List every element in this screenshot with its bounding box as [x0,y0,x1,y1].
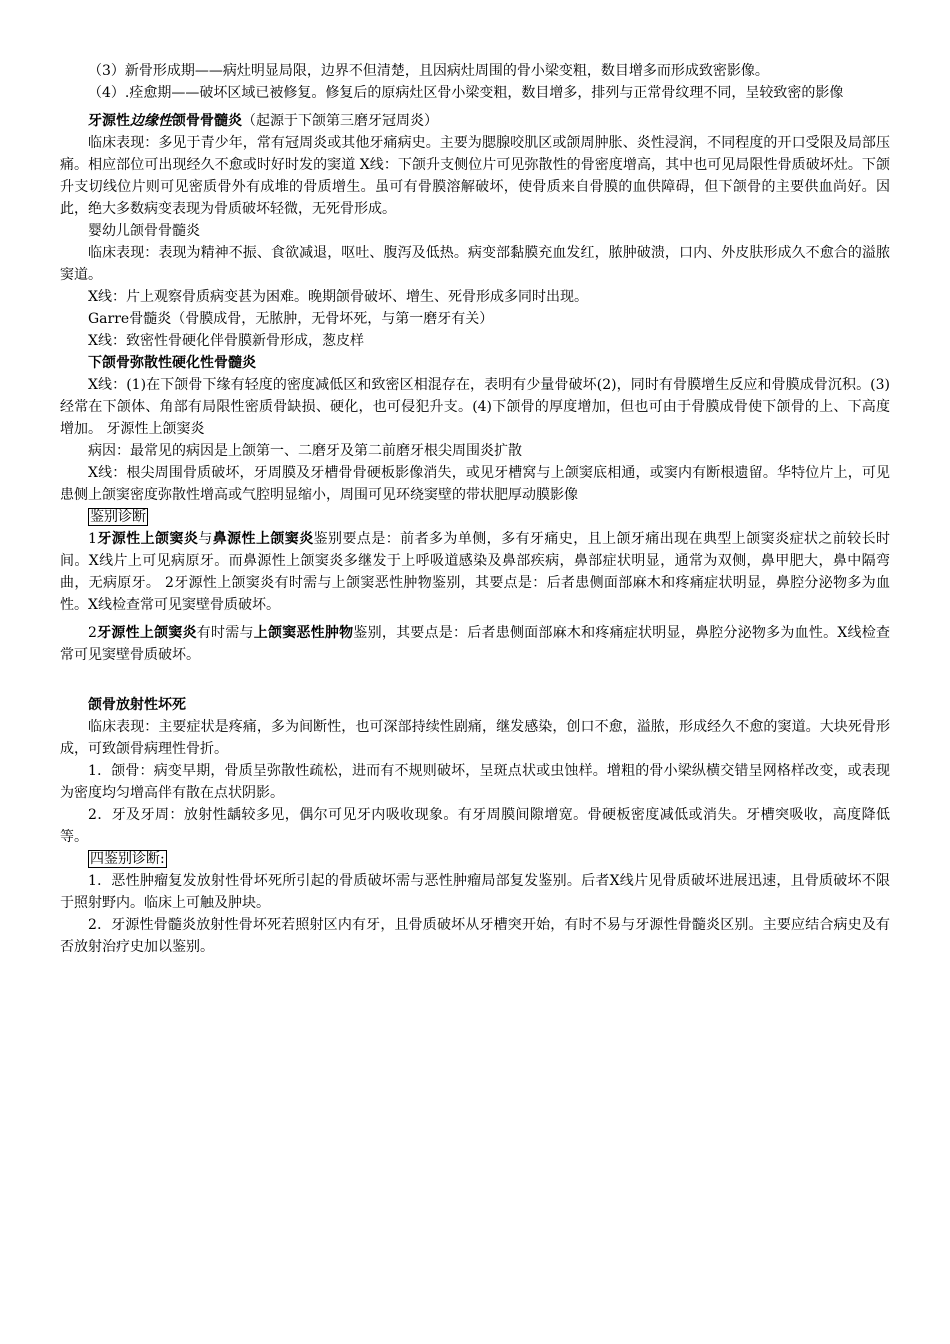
differential-item-1 [60,528,890,616]
heading-diffuse-sclerosing: 下颌骨弥散性硬化性骨髓炎 [88,355,256,371]
connector: 与 [198,531,213,547]
paragraph-new-bone-stage: （3）新骨形成期——病灶明显局限，边界不但清楚，且因病灶周围的骨小梁变粗，数目增多而形成致密影像。 [88,63,769,79]
item-number: 2 [88,625,97,641]
boxed-label: 四鉴别诊断: [90,851,165,867]
item-text: 鉴别，其要点是：后者患侧面部麻木和疼痛症状明显，鼻腔分泌物多为血性。X线检查常可见窦壁骨质破坏。 [60,625,891,663]
differential-heading-1 [60,506,890,528]
paragraph-infant-xray: X线：片上观察骨质病变甚为困难。晚期颌骨破坏、增生、死骨形成多同时出现。 [88,289,588,305]
paragraph-radio-teeth: 2．牙及牙周：放射性龋较多见，偶尔可见牙内吸收现象。有牙周膜间隙增宽。骨硬板密度减低或消失。牙槽突吸收，高度降低等。 [60,807,890,845]
heading-italic-part: 边缘性 [130,113,172,129]
paragraph-radio-clinical: 临床表现：主要症状是疼痛，多为间断性，也可深部持续性剧痛，继发感染，创口不愈，溢脓，形成经久不愈的窦道。大块死骨形成，可致颌骨病理性骨折。 [60,719,890,757]
paragraph-infant-clinical: 临床表现：表现为精神不振、食欲减退，呕吐、腹泻及低热。病变部黏膜充血发红，脓肿破溃，口内、外皮肤形成久不愈合的溢脓窦道。 [60,245,890,283]
document-page [60,60,890,958]
item-number: 1 [88,531,97,547]
differential-heading-2 [60,848,890,870]
paragraph-healing-stage: （4）.痊愈期——破坏区域已被修复。修复后的原病灶区骨小梁变粗，数目增多，排列与正常骨纹理不同，呈较致密的影像 [88,85,844,101]
item-text: 鉴别要点是：前者多为单侧，多有牙痛史，且上颌牙痛出现在典型上颌窦炎症状之前较长时间。X线片上可见病原牙。而鼻源性上颌窦炎多继发于上呼吸道感染及鼻部疾病，鼻部症状明显，通常为双侧，鼻甲肥大，鼻中隔弯曲，无病原牙。 2牙源性上颌窦炎有时需与上颌窦恶性肿物鉴别，其要点是：后者患侧面部麻木和疼痛症状明显，鼻腔分泌物多为血性。X线检查常可见窦壁骨质破坏。 [60,531,891,613]
paragraph-garre-xray: X线：致密性骨硬化伴骨膜新骨形成，葱皮样 [88,333,364,349]
heading-part: 颌骨骨髓炎 [172,113,242,129]
heading-infant-osteomyelitis: 婴幼儿颌骨骨髓炎 [88,223,200,239]
paragraph-differential-1: 1．恶性肿瘤复发放射性骨坏死所引起的骨质破坏需与恶性肿瘤局部复发鉴别。后者X线片见骨质破坏进展迅速，且骨质破坏不限于照射野内。临床上可触及肿块。 [60,873,890,911]
term-bold: 鼻源性上颌窦炎 [212,531,314,547]
boxed-label: 鉴别诊断 [90,509,146,525]
paragraph-diffuse-xray: X线：(1)在下颌骨下缘有轻度的密度减低区和致密区相混存在，表明有少量骨破坏(2)，同时有骨膜增生反应和骨膜成骨沉积。(3)经常在下颌体、角部有局限性密质骨缺损、硬化，也可侵犯升支。(4)下颌骨的厚度增加，但也可由于骨膜成骨使下颌骨的上、下高度增加。 牙源性上颌窦炎 [60,377,890,437]
heading-marginal-osteomyelitis [60,110,890,132]
term-bold: 牙源性上颌窦炎 [96,531,199,547]
connector: 有时需与 [196,625,254,641]
term-bold: 上颌窦恶性肿物 [253,625,354,641]
heading-part: 牙源性 [88,113,130,129]
paragraph-sinusitis-cause: 病因：最常见的病因是上颌第一、二磨牙及第二前磨牙根尖周围炎扩散 [88,443,522,459]
paragraph-sinusitis-xray: X线：根尖周围骨质破坏，牙周膜及牙槽骨骨硬板影像消失，或见牙槽窝与上颌窦底相通，或窦内有断根遗留。华特位片上，可见患侧上颌窦密度弥散性增高或气腔明显缩小，周围可见环绕窦壁的带状肥厚动膜影像 [60,465,890,503]
paragraph-radio-jaw: 1．颌骨：病变早期，骨质呈弥散性疏松，进而有不规则破坏，呈斑点状或虫蚀样。增粗的骨小梁纵横交错呈网格样改变，或表现为密度均匀增高伴有散在点状阴影。 [60,763,890,801]
term-bold: 牙源性上颌窦炎 [96,625,197,641]
paragraph-differential-2: 2．牙源性骨髓炎放射性骨坏死若照射区内有牙，且骨质破坏从牙槽突开始，有时不易与牙源性骨髓炎区别。主要应结合病史及有否放射治疗史加以鉴别。 [60,917,890,955]
paragraph-marginal-clinical: 临床表现：多见于青少年，常有冠周炎或其他牙痛病史。主要为腮腺咬肌区或颌周肿胀、炎性浸润，不同程度的开口受限及局部压痛。相应部位可出现经久不愈或时好时发的窦道 X线：下颌升支侧位片可见弥散性的骨密度增高，其中也可见局限性骨质破坏灶。下颌升支切线位片则可见密质骨外有成堆的骨质增生。虽可有骨膜溶解破坏，使骨质来自骨膜的血供障碍，但下颌骨的主要供血尚好。因此，绝大多数病变表现为骨质破坏轻微，无死骨形成。 [60,135,890,217]
paragraph-garre: Garre骨髓炎（骨膜成骨，无脓肿，无骨坏死，与第一磨牙有关） [88,311,494,327]
heading-note: （起源于下颌第三磨牙冠周炎） [242,113,438,129]
differential-item-2 [60,622,890,666]
heading-radio-osteonecrosis: 颌骨放射性坏死 [88,697,186,713]
